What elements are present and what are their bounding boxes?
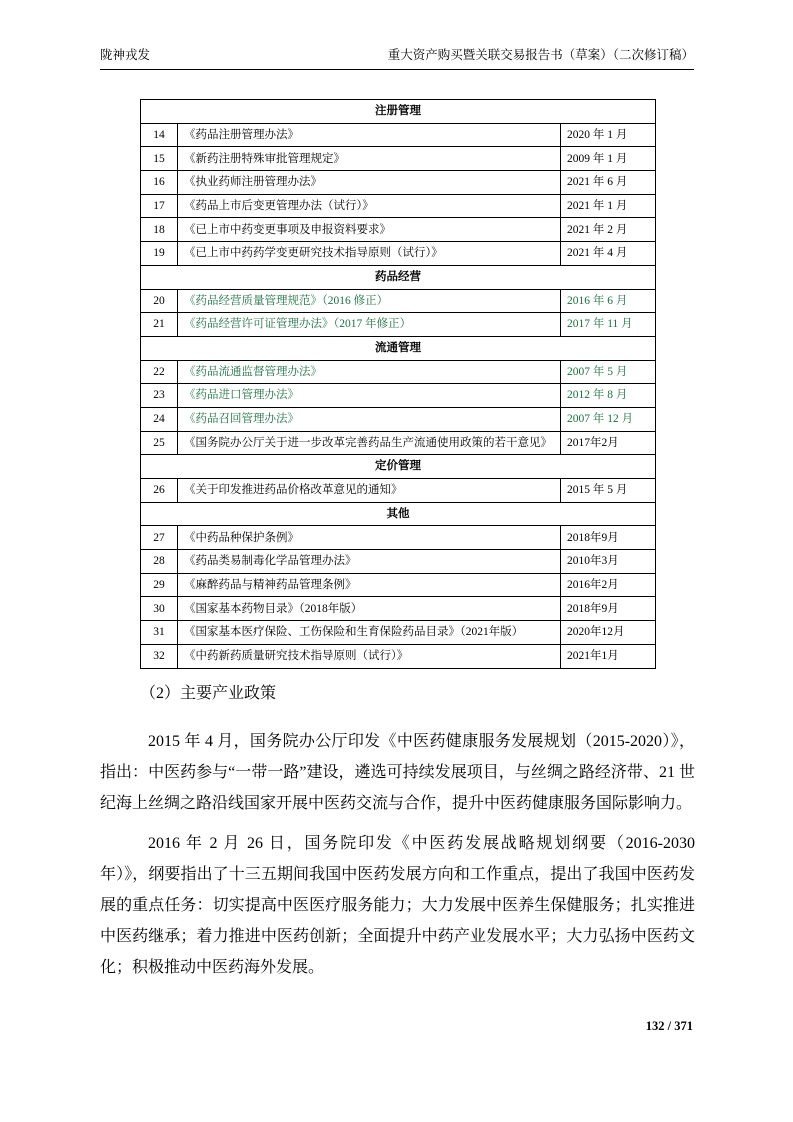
paragraphs-container: [100, 726, 695, 983]
regulation-title: 《国务院办公厅关于进一步改革完善药品生产流通使用政策的若干意见》: [178, 431, 561, 455]
section-header-row: [141, 265, 656, 289]
effective-date: 2021年1月: [560, 644, 655, 668]
regulation-row: [141, 313, 656, 337]
section-header-row: [141, 455, 656, 479]
regulation-title: 《药品流通监督管理办法》: [178, 360, 561, 384]
regulation-row: [141, 550, 656, 574]
row-number: 17: [141, 194, 178, 218]
effective-date: 2021 年 4 月: [560, 242, 655, 266]
section-title: 注册管理: [141, 100, 656, 124]
section-title: 其他: [141, 502, 656, 526]
row-number: 24: [141, 407, 178, 431]
section-title: 定价管理: [141, 455, 656, 479]
effective-date: 2009 年 1 月: [560, 147, 655, 171]
regulation-row: [141, 147, 656, 171]
row-number: 15: [141, 147, 178, 171]
row-number: 20: [141, 289, 178, 313]
regulation-title: 《麻醉药品与精神药品管理条例》: [178, 573, 561, 597]
regulation-row: [141, 479, 656, 503]
row-number: 25: [141, 431, 178, 455]
regulation-row: [141, 526, 656, 550]
regulation-title: 《药品注册管理办法》: [178, 123, 561, 147]
row-number: 28: [141, 550, 178, 574]
regulation-title: 《药品进口管理办法》: [178, 384, 561, 408]
company-short-name: 陇神戎发: [100, 48, 151, 62]
effective-date: 2017 年 11 月: [560, 313, 655, 337]
section-header-row: [141, 336, 656, 360]
row-number: 32: [141, 644, 178, 668]
effective-date: 2010年3月: [560, 550, 655, 574]
page-number: 132 / 371: [645, 1019, 693, 1033]
effective-date: 2021 年 2 月: [560, 218, 655, 242]
effective-date: 2018年9月: [560, 597, 655, 621]
regulation-row: [141, 171, 656, 195]
regulation-row: [141, 123, 656, 147]
row-number: 30: [141, 597, 178, 621]
regulation-title: 《国家基本药物目录》（2018年版）: [178, 597, 561, 621]
section-title: 流通管理: [141, 336, 656, 360]
regulation-row: [141, 621, 656, 645]
regulation-row: [141, 289, 656, 313]
page-footer: [646, 1019, 693, 1034]
row-number: 18: [141, 218, 178, 242]
regulation-row: [141, 644, 656, 668]
row-number: 22: [141, 360, 178, 384]
regulation-title: 《已上市中药变更事项及申报资料要求》: [178, 218, 561, 242]
row-number: 14: [141, 123, 178, 147]
regulation-row: [141, 242, 656, 266]
regulation-row: [141, 407, 656, 431]
body-paragraph: 2015 年 4 月，国务院办公厅印发《中医药健康服务发展规划（2015-2020）》，指出：中医药参与“一带一路”建设，遴选可持续发展项目，与丝绸之路经济带、21 世纪海上丝绸之路沿线国家开展中医药交流与合作，提升中医药健康服务国际影响力。: [100, 733, 695, 812]
row-number: 16: [141, 171, 178, 195]
effective-date: 2017年2月: [560, 431, 655, 455]
regulation-title: 《已上市中药药学变更研究技术指导原则（试行）》: [178, 242, 561, 266]
effective-date: 2021 年 6 月: [560, 171, 655, 195]
row-number: 21: [141, 313, 178, 337]
regulation-title: 《中药品种保护条例》: [178, 526, 561, 550]
body-paragraph: 2016 年 2 月 26 日，国务院印发《中医药发展战略规划纲要（2016-2030 年）》，纲要指出了十三五期间我国中医药发展方向和工作重点，提出了我国中医药发展的重点任务：切实提高中医医疗服务能力；大力发展中医养生保健服务；扎实推进中医药继承；着力推进中医药创新；全面提升中药产业发展水平；大力弘扬中医药文化；积极推动中医药海外发展。: [100, 835, 695, 976]
regulation-title: 《执业药师注册管理办法》: [178, 171, 561, 195]
regulation-title: 《药品经营许可证管理办法》（2017 年修正）: [178, 313, 561, 337]
section-header-row: [141, 100, 656, 124]
regulation-table: [140, 99, 656, 669]
row-number: 23: [141, 384, 178, 408]
effective-date: 2007 年 12 月: [560, 407, 655, 431]
regulation-title: 《药品类易制毒化学品管理办法》: [178, 550, 561, 574]
effective-date: 2012 年 8 月: [560, 384, 655, 408]
effective-date: 2015 年 5 月: [560, 479, 655, 503]
effective-date: 2020 年 1 月: [560, 123, 655, 147]
effective-date: 2007 年 5 月: [560, 360, 655, 384]
section-title: 药品经营: [141, 265, 656, 289]
effective-date: 2016年2月: [560, 573, 655, 597]
report-title: 重大资产购买暨关联交易报告书（草案）（二次修订稿）: [387, 48, 694, 62]
page-header: [100, 48, 694, 70]
section-heading: （2）主要产业政策: [140, 685, 277, 702]
row-number: 27: [141, 526, 178, 550]
regulation-title: 《药品召回管理办法》: [178, 407, 561, 431]
regulation-table-body: [141, 100, 656, 669]
regulation-title: 《药品经营质量管理规范》（2016 修正）: [178, 289, 561, 313]
regulation-row: [141, 384, 656, 408]
regulation-title: 《新药注册特殊审批管理规定》: [178, 147, 561, 171]
regulation-title: 《关于印发推进药品价格改革意见的通知》: [178, 479, 561, 503]
regulation-row: [141, 194, 656, 218]
regulation-title: 《药品上市后变更管理办法（试行）》: [178, 194, 561, 218]
regulation-row: [141, 431, 656, 455]
body-text: [100, 678, 695, 992]
effective-date: 2016 年 6 月: [560, 289, 655, 313]
regulation-row: [141, 218, 656, 242]
row-number: 26: [141, 479, 178, 503]
regulation-title: 《国家基本医疗保险、工伤保险和生育保险药品目录》（2021年版）: [178, 621, 561, 645]
effective-date: 2018年9月: [560, 526, 655, 550]
regulation-title: 《中药新药质量研究技术指导原则（试行）》: [178, 644, 561, 668]
row-number: 19: [141, 242, 178, 266]
effective-date: 2021 年 1 月: [560, 194, 655, 218]
regulation-row: [141, 597, 656, 621]
row-number: 29: [141, 573, 178, 597]
section-header-row: [141, 502, 656, 526]
regulation-row: [141, 573, 656, 597]
effective-date: 2020年12月: [560, 621, 655, 645]
regulation-row: [141, 360, 656, 384]
row-number: 31: [141, 621, 178, 645]
